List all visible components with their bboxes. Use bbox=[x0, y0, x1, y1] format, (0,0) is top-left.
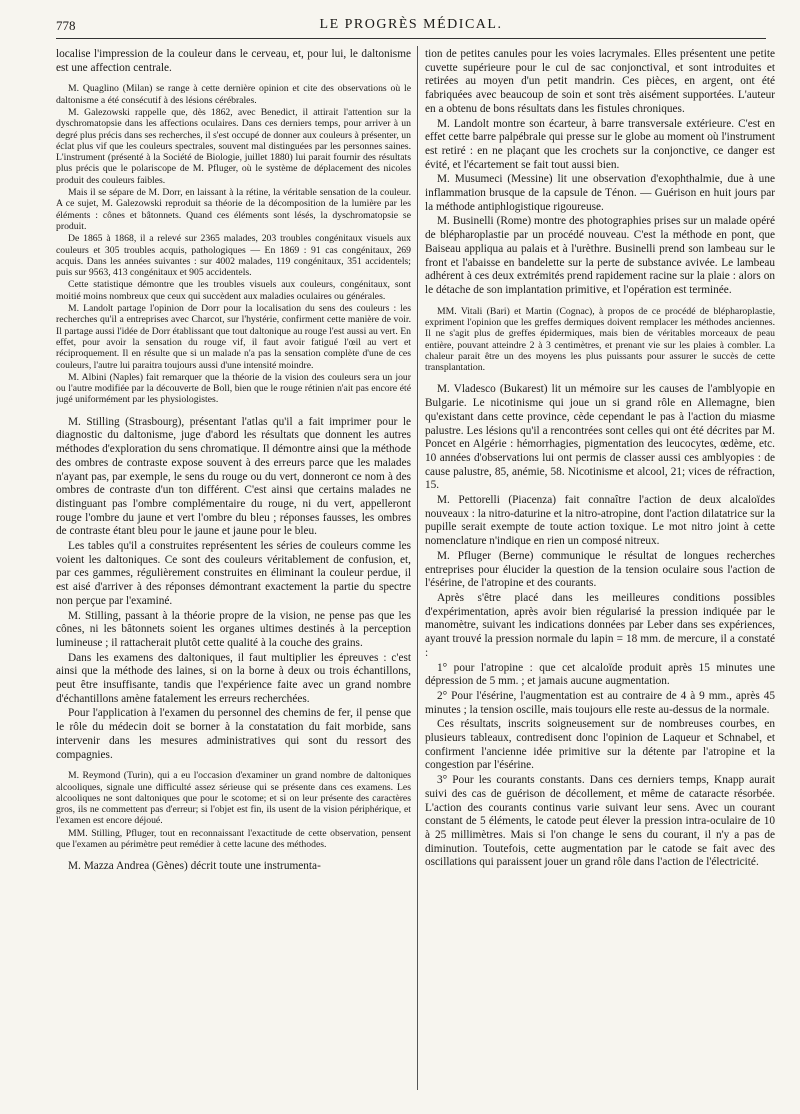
paragraph: MM. Stilling, Pfluger, tout en reconnaissant l'exactitude de cette observation, pensent que l'examen au périmètre peut remédier à cette lacune des méthodes. bbox=[56, 827, 411, 851]
paragraph: Après s'être placé dans les meilleures conditions possibles d'expérimentation, après avoir bien régularisé la pression indiquée par le manomètre, suivant les indications données par Leber dans ses expériences, ayant trouvé la pression normale du lapin = 18 mm. de mercure, il a constaté : bbox=[425, 591, 775, 659]
paragraph: Mais il se sépare de M. Dorr, en laissant à la rétine, la véritable sensation de la couleur. A ce sujet, M. Galezowski reproduit sa théorie de la décomposition de la lumière par les éléments : cônes et bâtonnets. Quand ces éléments sont lésés, la dyschromatopsie se produit. bbox=[56, 187, 411, 232]
paragraph: M. Musumeci (Messine) lit une observation d'exophthalmie, due à une inflammation brusque de la capsule de Ténon. — Guérison en huit jours par la méthode antiphlogistique rigoureuse. bbox=[425, 173, 775, 213]
page-number: 778 bbox=[56, 18, 76, 33]
paragraph: M. Mazza Andrea (Gènes) décrit toute une instrumenta- bbox=[68, 860, 321, 873]
paragraph: Les tables qu'il a construites représentent les séries de couleurs comme les voient les daltoniques. Ce sont des couleurs véritablement de confusion, et, par ces gammes, régulièrement construites en éliminant la couleur perdue, il est aisé d'arriver à des réponses démontrant exactement la partie du spectre non perçue par l'examiné. bbox=[56, 540, 411, 607]
right-column bbox=[425, 48, 775, 1088]
paragraph: M. Landolt montre son écarteur, à barre transversale extérieure. C'est en effet cette barre palpébrale qui presse sur le globe au moment où l'instrument est retiré : en ne plaçant que les crochets sur la conjonctive, ce danger est évité, et l'écartement se fait tout aussi bien. bbox=[425, 117, 775, 171]
paragraph: 3° Pour les courants constants. Dans ces derniers temps, Knapp aurait suivi des cas de guérison de décollement, et même de cataracte résorbée. L'action des courants continus varie suivant leur sens. Avec un courant constant de 5 éléments, le catode peut élever la pression intra-oculaire de 10 à 25 millimètres. Mais si l'on change le sens du courant, il n'y a pas de diminution. Toutefois, cette augmentation par le catode se fait avec des oscillations qui paraissent jouer un grand rôle dans l'action de l'électricité. bbox=[425, 774, 775, 869]
left-column bbox=[56, 48, 411, 1088]
page-header bbox=[56, 14, 766, 39]
paragraph: M. Stilling (Strasbourg), présentant l'atlas qu'il a fait imprimer pour le diagnostic du daltonisme, juge d'abord les résultats que donnent les autres méthodes d'exploration du sens chromatique. Il démontre ainsi que la méthode des ombres de contraste expose souvent à des erreurs parce que les malades n'ayant pas, par exemple, le sens du rouge ou du vert, donneront ce nom à des ombres de contraste d'un ton différent. C'est ainsi que certains malades ne distinguant pas l'ombre complémentaire du rouge, ni du vert, appelleront rouge l'ombre du jaune et vert l'ombre du bleu ; réponses fausses, les ombres de contraste étant bleu pour le jaune et jaune pour le bleu. bbox=[56, 415, 411, 538]
paragraph: 2° Pour l'ésérine, l'augmentation est au contraire de 4 à 9 mm., après 45 minutes ; la tension oscille, mais toujours elle reste au-dessus de la normale. bbox=[425, 689, 775, 716]
paragraph: M. Reymond (Turin), qui a eu l'occasion d'examiner un grand nombre de daltoniques alcooliques, signale une difficulté assez sérieuse qui se présente dans ces examens. Les alcooliques ne sont daltoniques que pour le scotome; et si on leur présente des caractères gros, ils ne commettent pas d'erreur; si l'objet est fin, ils usent de la vision périphérique, et l'examen est encore déjoué. bbox=[56, 770, 411, 827]
paragraph: De 1865 à 1868, il a relevé sur 2365 malades, 203 troubles congénitaux visuels aux couleurs et 305 troubles acquis, pathologiques — En 1869 : 91 cas congénitaux, 269 acquis. Dans les années suivantes : sur 4002 malades, 119 congénitaux, 351 accidentels; puis sur 9563, 413 congénitaux et 905 accidentels. bbox=[56, 233, 411, 279]
paragraph: Cette statistique démontre que les troubles visuels aux couleurs, congénitaux, sont moitié moins nombreux que ceux qui succèdent aux maladies oculaires ou générales. bbox=[56, 279, 411, 302]
paragraph: Dans les examens des daltoniques, il faut multiplier les épreuves : c'est ainsi que la méthode des laines, si on la borne à deux ou trois échantillons, peut être insuffisante, tandis que l'expérience faite avec un grand nombre d'échantillons amène fatalement les erreurs recherchées. bbox=[56, 651, 411, 705]
paragraph: M. Businelli (Rome) montre des photographies prises sur un malade opéré de blépharoplastie par un procédé nouveau. C'est la méthode en pont, que Baiseau appliqua au palais et à l'urèthre. Businelli prend son lambeau sur le front et l'abaisse en bandelette sur la perte de substance avivée. Le lambeau adhérent à ces deux extrémités prend rapidement racine sur la plaie : alors on le détache de son implantation primitive, et l'opération est terminée. bbox=[425, 215, 775, 296]
paragraph: M. Quaglino (Milan) se range à cette dernière opinion et cite des observations où le daltonisme a été consécutif à des lésions cérébrales. bbox=[56, 83, 411, 106]
paragraph: M. Pettorelli (Piacenza) fait connaître l'action de deux alcaloïdes nouveaux : la nitro-daturine et la nitro-atropine, dont l'action dilatatrice sur la pupille serait exempte de toute action toxique. Le mot nitro joint à cette nomenclature n'indique en rien un composé nitreux. bbox=[425, 494, 775, 548]
paragraph: Pour l'application à l'examen du personnel des chemins de fer, il pense que le rôle du médecin doit se borner à la constatation du fait morbide, sans intervenir dans les mesures administratives qui sont du ressort des compagnies. bbox=[56, 707, 411, 761]
paragraph: localise l'impression de la couleur dans le cerveau, et, pour lui, le daltonisme est une affection centrale. bbox=[56, 48, 411, 74]
paragraph: M. Galezowski rappelle que, dès 1862, avec Benedict, il attirait l'attention sur la dyschromatopsie dans les affections oculaires. Dans ces derniers temps, pour arriver à un degré plus précis dans ses recherches, il s'est occupé de donner aux couleurs à présenter, un éclat plus vif que les couleurs spectrales, souvent mal distinguées par les personnes saines. L'instrument (présenté à la Société de Biologie, juillet 1880) lui parait fournir des résultats plus précis que le polariscope de M. Pfluger, où le système de déplacement des nicoles produit des couleurs faibles. bbox=[56, 107, 411, 186]
paragraph: Ces résultats, inscrits soigneusement sur de nombreuses courbes, en plusieurs tableaux, contredisent donc l'opinion de Laqueur et Schnabel, et confirment l'ancienne idée primitive sur la détente par l'atropine et la congestion par l'ésérine. bbox=[425, 718, 775, 772]
paragraph: tion de petites canules pour les voies lacrymales. Elles présentent une petite cuvette supérieure pour le cul de sac conjonctival, et sont introduites et retirées au moyen d'un petit mandrin. Ces pièces, en argent, ont été fabriquées avec beaucoup de soin et sont très aisément supportées. L'auteur en a obtenu de bons résultats dans les fistules chroniques. bbox=[425, 48, 775, 115]
paragraph: M. Pfluger (Berne) communique le résultat de longues recherches entreprises pour élucider la question de la tension oculaire sous l'action de l'ésérine, de l'atropine et des courants. bbox=[425, 549, 775, 590]
column-rule bbox=[417, 46, 418, 1090]
paragraph: 1° pour l'atropine : que cet alcaloïde produit après 15 minutes une dépression de 5 mm. ; et jamais aucune augmentation. bbox=[425, 661, 775, 688]
paragraph: M. Landolt partage l'opinion de Dorr pour la localisation du sens des couleurs : les recherches qu'il a entreprises avec Charcot, sur l'hystérie, confirment cette manière de voir. Il partage aussi l'idée de Dorr établissant que tout daltonique au rouge l'est aussi au vert. En effet, pour avoir la sensation du rouge vif, il faut avoir fatigué l'œil au vert et réciproquement. Il en résulte que si un malade n'a pas la sensation complète d'une de ces couleurs, l'autre lui paraitra toujours aussi d'une intensité moindre. bbox=[56, 303, 411, 371]
paragraph: M. Stilling, passant à la théorie propre de la vision, ne pense pas que les cônes, ni les bâtonnets soient les organes ultimes destinés à la perception lumineuse ; il rattacherait plutôt cette qualité à la couche des grains. bbox=[56, 609, 411, 649]
journal-title: LE PROGRÈS MÉDICAL. bbox=[319, 17, 503, 32]
paragraph: MM. Vitali (Bari) et Martin (Cognac), à propos de ce procédé de blépharoplastie, expriment l'opinion que les greffes dermiques doivent remplacer les méthodes anciennes. Il ne s'agit plus de greffes épidermiques, mais bien de véritables morceaux de peau entière, pouvant atteindre 2 à 3 centimètres, et prenant vie sur les plaies à combler. La chaleur parait être un des moyens les plus puissants pour assurer le succès de cette transplantation. bbox=[425, 305, 775, 374]
paragraph: M. Vladesco (Bukarest) lit un mémoire sur les causes de l'amblyopie en Bulgarie. Le nicotinisme qui joue un si grand rôle en Allemagne, bien qu'existant dans cette province, cède cependant le pas à l'action du miasme palustre. Les lésions qu'il a rencontrées sont celles qui ont été décrites par M. Poncet en Algérie : hémorrhagies, pigmentation des leucocytes, œdème, etc. 10 années d'observations lui ont permis de classer aussi ces amblyopies : de cause palustre, 85, anémie, 58. Nicotinisme et alcool, 21; vices de réfraction, 15. bbox=[425, 383, 775, 492]
paragraph: M. Albini (Naples) fait remarquer que la théorie de la vision des couleurs sera un jour ou l'autre modifiée par la découverte de Boll, bien que le rouge rétinien n'ait pas encore été jugé uniformément par les physiologistes. bbox=[56, 371, 411, 406]
